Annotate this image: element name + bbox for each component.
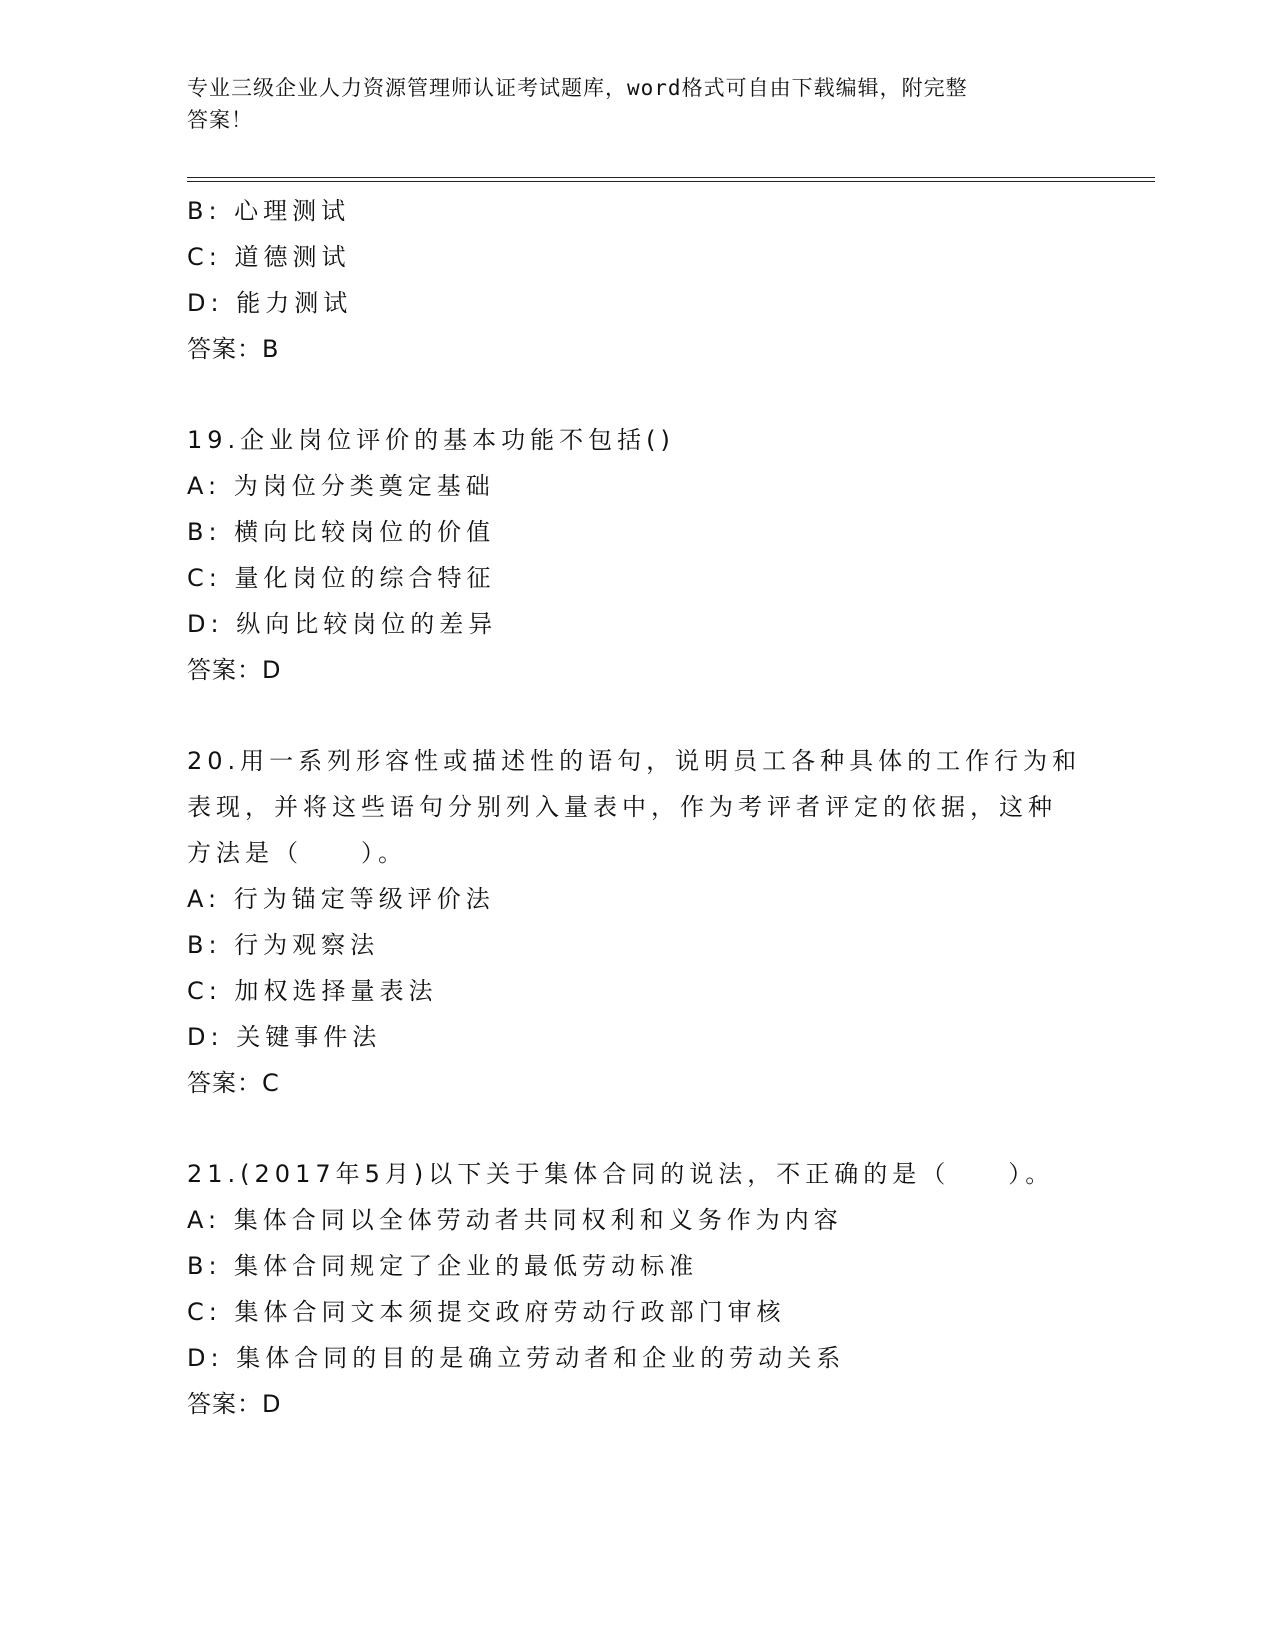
option-a: A: 集体合同以全体劳动者共同权利和义务作为内容: [187, 1206, 843, 1234]
option-d: D: 集体合同的目的是确立劳动者和企业的劳动关系: [187, 1344, 846, 1372]
option-c: C: 量化岗位的综合特征: [187, 564, 496, 592]
option-d: D: 纵向比较岗位的差异: [187, 610, 498, 638]
question-block-18: [187, 188, 1087, 372]
page-header: [187, 72, 1067, 136]
option-a: A: 为岗位分类奠定基础: [187, 472, 495, 500]
header-line-1: 专业三级企业人力资源管理师认证考试题库，word格式可自由下载编辑，附完整: [187, 76, 968, 100]
header-line-2: 答案！: [187, 108, 253, 132]
answer-line: 答案：D: [187, 656, 282, 684]
option-b: B: 行为观察法: [187, 931, 380, 959]
question-list: [187, 188, 1087, 1427]
question-block-20: [187, 738, 1087, 1106]
option-c: C: 集体合同文本须提交政府劳动行政部门审核: [187, 1298, 786, 1326]
question-stem-line-3: 方法是（ ）。: [187, 839, 407, 867]
question-block-19: [187, 417, 1087, 693]
option-b: B: 集体合同规定了企业的最低劳动标准: [187, 1252, 699, 1280]
question-stem: 21.(2017年5月)以下关于集体合同的说法，不正确的是（ ）。: [187, 1160, 1055, 1188]
answer-line: 答案：C: [187, 1069, 280, 1097]
option-a: A: 行为锚定等级评价法: [187, 885, 495, 913]
header-divider: [187, 177, 1155, 182]
answer-line: 答案：D: [187, 1390, 282, 1418]
question-block-21: [187, 1151, 1087, 1427]
option-c: C: 道德测试: [187, 243, 351, 271]
option-d: D: 能力测试: [187, 289, 353, 317]
question-stem-line-2: 表现，并将这些语句分别列入量表中，作为考评者评定的依据，这种: [187, 793, 1057, 821]
option-b: B: 横向比较岗位的价值: [187, 518, 496, 546]
question-stem-line-1: 20.用一系列形容性或描述性的语句，说明员工各种具体的工作行为和: [187, 747, 1082, 775]
question-stem: 19.企业岗位评价的基本功能不包括(): [187, 426, 675, 454]
option-c: C: 加权选择量表法: [187, 977, 438, 1005]
option-b: B: 心理测试: [187, 197, 351, 225]
answer-line: 答案：B: [187, 335, 280, 363]
option-d: D: 关键事件法: [187, 1023, 382, 1051]
